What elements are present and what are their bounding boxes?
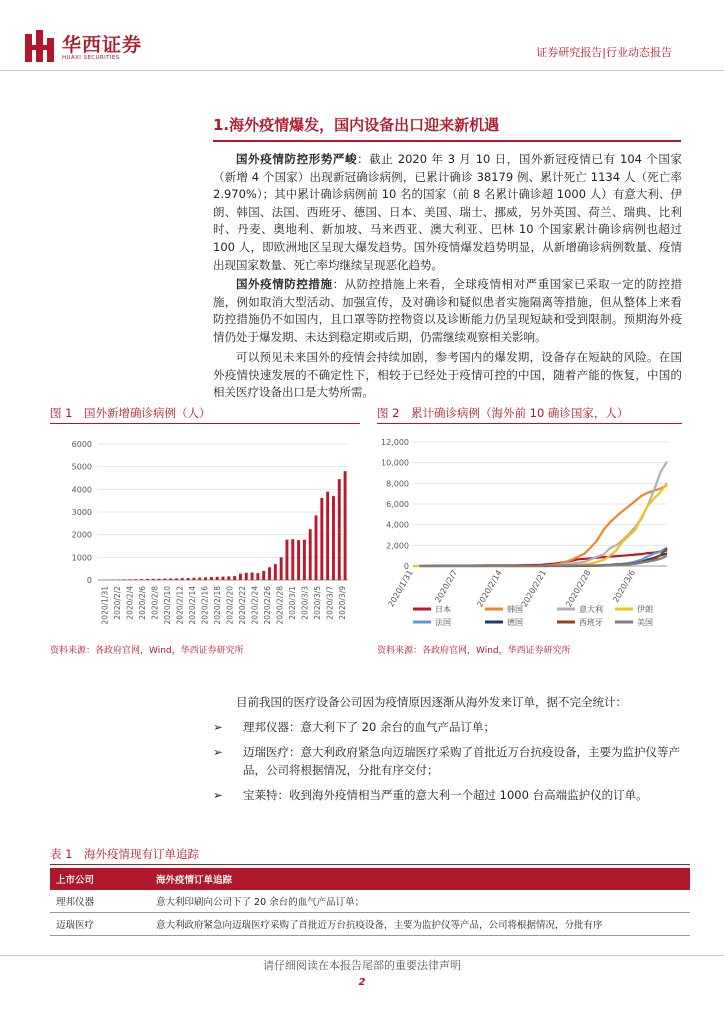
legal-notice: 请仔细阅读在本报告尾部的重要法律声明 [263, 959, 461, 972]
bar [303, 540, 306, 580]
bar [146, 579, 149, 580]
huaxi-logo-icon [25, 30, 55, 62]
arrow-bullet-icon: ➢ [213, 788, 223, 802]
footer-divider [0, 955, 724, 956]
bar [169, 579, 172, 580]
bar [274, 564, 277, 580]
y-tick-label: 0 [403, 562, 409, 571]
legend-label: 法国 [435, 618, 451, 627]
report-type: 证券研究报告|行业动态报告 [536, 46, 672, 59]
y-tick-label: 0 [86, 576, 92, 585]
x-tick-label: 2020/3/6 [611, 568, 637, 605]
table-row [50, 913, 690, 936]
x-tick-label: 2020/2/6 [137, 586, 147, 620]
legend-label: 日本 [435, 605, 451, 614]
x-tick-label: 2020/2/24 [250, 586, 260, 625]
y-tick-label: 10,000 [381, 458, 409, 468]
figure2-source: 资料来源：各政府官网，Wind，华西证券研究所 [377, 646, 571, 656]
table-header-orders: 海外疫情订单追踪 [150, 868, 690, 890]
bar [129, 579, 132, 580]
x-tick-label: 2020/2/21 [519, 568, 549, 609]
bullet-item [213, 718, 682, 736]
x-tick-label: 2020/2/10 [162, 586, 172, 625]
bar [291, 539, 294, 580]
x-tick-label: 2020/2/18 [212, 586, 222, 625]
x-tick-label: 2020/2/4 [125, 586, 135, 620]
figure2-line-chart [377, 428, 682, 638]
bar [332, 496, 335, 580]
page-number: 2 [358, 977, 366, 988]
bar [163, 579, 166, 580]
series-line [413, 462, 667, 566]
bar [320, 498, 323, 580]
brand-name: 华西证券 [62, 34, 143, 56]
bar [239, 574, 242, 580]
bar [175, 578, 178, 580]
table-cell-company: 迈瑞医疗 [50, 913, 150, 936]
bar [286, 540, 289, 580]
legend-label: 德国 [507, 618, 523, 627]
figure1-source: 资料来源：各政府官网，Wind，华西证券研究所 [50, 646, 244, 656]
y-tick-label: 2000 [71, 530, 92, 540]
bar [309, 529, 312, 580]
x-tick-label: 2020/2/2 [112, 586, 122, 620]
legend-label: 伊朗 [637, 605, 653, 614]
table-cell-orders: 意大利政府紧急向迈瑞医疗采购了首批近万台抗疫设备，主要为监护仪等产品，公司将根据情况，分批有序 [150, 913, 690, 936]
brand-name-en: HUAXI SECURITIES [62, 55, 120, 61]
y-tick-label: 3000 [71, 508, 92, 517]
bar [268, 567, 271, 580]
bar [192, 578, 195, 580]
bar [123, 579, 126, 580]
bar [326, 492, 329, 580]
bar [187, 578, 190, 580]
y-tick-label: 1000 [71, 553, 92, 563]
bar [233, 576, 236, 580]
x-tick-label: 2020/2/12 [175, 586, 185, 625]
x-tick-label: 2020/1/31 [100, 586, 110, 625]
table-cell-orders: 意大利印刷向公司下了 20 余台的血气产品订单； [150, 890, 690, 913]
bar [315, 515, 318, 580]
table-header-company: 上市公司 [50, 868, 150, 890]
bar [210, 577, 213, 580]
y-tick-label: 4000 [71, 485, 92, 495]
section-rule [213, 140, 681, 142]
x-tick-label: 2020/2/26 [262, 586, 272, 625]
y-tick-label: 4,000 [386, 520, 409, 530]
bullet-text: 宝莱特：收到海外疫情相当严重的意大利一个超过 1000 台高端监护仪的订单。 [243, 788, 648, 802]
paragraph-outlook: 可以预见未来国外的疫情会持续加剧，参考国内的爆发期，设备存在短缺的风险。在国外疫情快速发展的不确定性下，相较于已经处于疫情可控的中国，随着产能的恢复，中国的相关医疗设备出口是大势所需。 [213, 350, 682, 400]
x-tick-label: 2020/3/9 [337, 586, 347, 620]
bar [181, 578, 184, 580]
legend-label: 韩国 [507, 605, 523, 614]
bar [280, 557, 283, 580]
intro-text: 目前我国的医疗设备公司因为疫情原因逐渐从海外发来订单，据不完全统计： [236, 695, 627, 709]
bullet-text: 迈瑞医疗：意大利政府紧急向迈瑞医疗采购了首批近万台抗疫设备，主要为监护仪等产品，公司将根据情况，分批有序交付； [243, 745, 680, 777]
bar [297, 540, 300, 580]
series-line [432, 485, 667, 566]
section-title: 1.海外疫情爆发，国内设备出口迎来新机遇 [213, 116, 500, 134]
bar [251, 573, 254, 580]
x-tick-label: 2020/3/1 [287, 586, 297, 620]
x-tick-label: 2020/2/16 [200, 586, 210, 625]
bullet-text: 理邦仪器：意大利下了 20 余台的血气产品订单； [243, 720, 495, 734]
bar [227, 576, 230, 580]
bullet-item [213, 786, 682, 804]
table1-rule [50, 864, 690, 865]
bullet-item [213, 743, 682, 779]
order-bullet-list [213, 718, 682, 811]
bar [204, 577, 207, 580]
y-tick-label: 6000 [71, 440, 92, 449]
paragraph-lead: 国外疫情防控措施 [236, 277, 333, 291]
bar [152, 579, 155, 580]
x-tick-label: 2020/2/14 [187, 586, 197, 625]
table-row [50, 890, 690, 913]
table1-caption: 表 1 海外疫情现有订单追踪 [50, 847, 199, 861]
bar [344, 471, 347, 580]
paragraph-body: ：从防控措施上来看，全球疫情相对严重国家已采取一定的防控措施，例如取消大型活动、加强宣传，及对确诊和疑似患者实施隔离等措施，但从整体上来看防控措施仍不如国内，且口罩等防控物资以及诊断能力仍呈现短缺和受到限制。预期海外疫情仍处于爆发期、未达到稳定期或后期，仍需继续观察相关影响。 [213, 277, 683, 344]
legend-label: 美国 [637, 618, 653, 627]
bar [262, 571, 265, 580]
bar [158, 579, 161, 580]
x-tick-label: 2020/2/20 [225, 586, 235, 625]
y-tick-label: 2,000 [386, 541, 409, 551]
legend-label: 意大利 [579, 605, 603, 614]
bar [338, 479, 341, 580]
order-table [50, 868, 690, 936]
bar [140, 579, 143, 580]
bar [222, 577, 225, 580]
figure1-caption: 图 1 国外新增确诊病例（人） [50, 406, 211, 420]
y-tick-label: 6,000 [386, 500, 409, 509]
x-tick-label: 2020/2/14 [475, 568, 504, 609]
x-tick-label: 2020/2/8 [150, 586, 160, 620]
figure2-caption: 图 2 累计确诊病例（海外前 10 确诊国家，人） [377, 406, 629, 420]
paragraph-lead: 国外疫情防控形势严峻 [236, 152, 358, 166]
figure1-rule [50, 423, 360, 424]
bar [134, 579, 137, 580]
bar [245, 573, 248, 580]
x-tick-label: 2020/1/31 [386, 568, 415, 609]
paragraph-overseas-situation [213, 151, 682, 274]
x-tick-label: 2020/2/28 [564, 568, 593, 609]
bar [216, 577, 219, 580]
x-tick-label: 2020/2/22 [237, 586, 247, 625]
bar [198, 578, 201, 580]
x-tick-label: 2020/2/7 [433, 568, 460, 605]
figure1-bar-chart [50, 428, 360, 638]
y-tick-label: 8,000 [386, 479, 409, 489]
arrow-bullet-icon: ➢ [213, 720, 223, 734]
paragraph-body: ：截止 2020 年 3 月 10 日，国外新冠疫情已有 104 个国家（新增 4 个国家）出现新冠确诊病例，已累计确诊 38179 例、累计死亡 1134 人（死亡率 2.970%）；其中累计确诊病例前 10 名的国家（前 8 名累计确诊超 1000 人）有意大利、伊朗、韩国、法国、西班牙、德国、日本、美国、瑞士、挪威，另外英国、荷兰、瑞典、比利时、丹麦、奥地利、新加坡、马来西亚、澳大利亚、巴林 10 个国家累计确诊病例也超过 100 人，即欧洲地区呈现大爆发趋势。国外疫情爆发趋势明显，从新增确诊病例数量、疫情出现国家数量、死亡率均继续呈现恶化趋势。 [213, 152, 682, 272]
y-tick-label: 5000 [71, 462, 92, 472]
table-cell-company: 理邦仪器 [50, 890, 150, 913]
x-tick-label: 2020/2/28 [275, 586, 285, 625]
header-divider [0, 70, 724, 71]
x-tick-label: 2020/3/5 [312, 586, 322, 620]
y-tick-label: 12,000 [381, 438, 409, 447]
arrow-bullet-icon: ➢ [213, 745, 223, 759]
bar [256, 573, 259, 580]
legend-label: 西班牙 [579, 618, 603, 627]
x-tick-label: 2020/3/7 [325, 586, 335, 620]
x-tick-label: 2020/3/3 [300, 586, 310, 620]
table-header-row [50, 868, 690, 890]
paragraph-control-measures [213, 276, 682, 346]
figure2-rule [377, 423, 682, 424]
